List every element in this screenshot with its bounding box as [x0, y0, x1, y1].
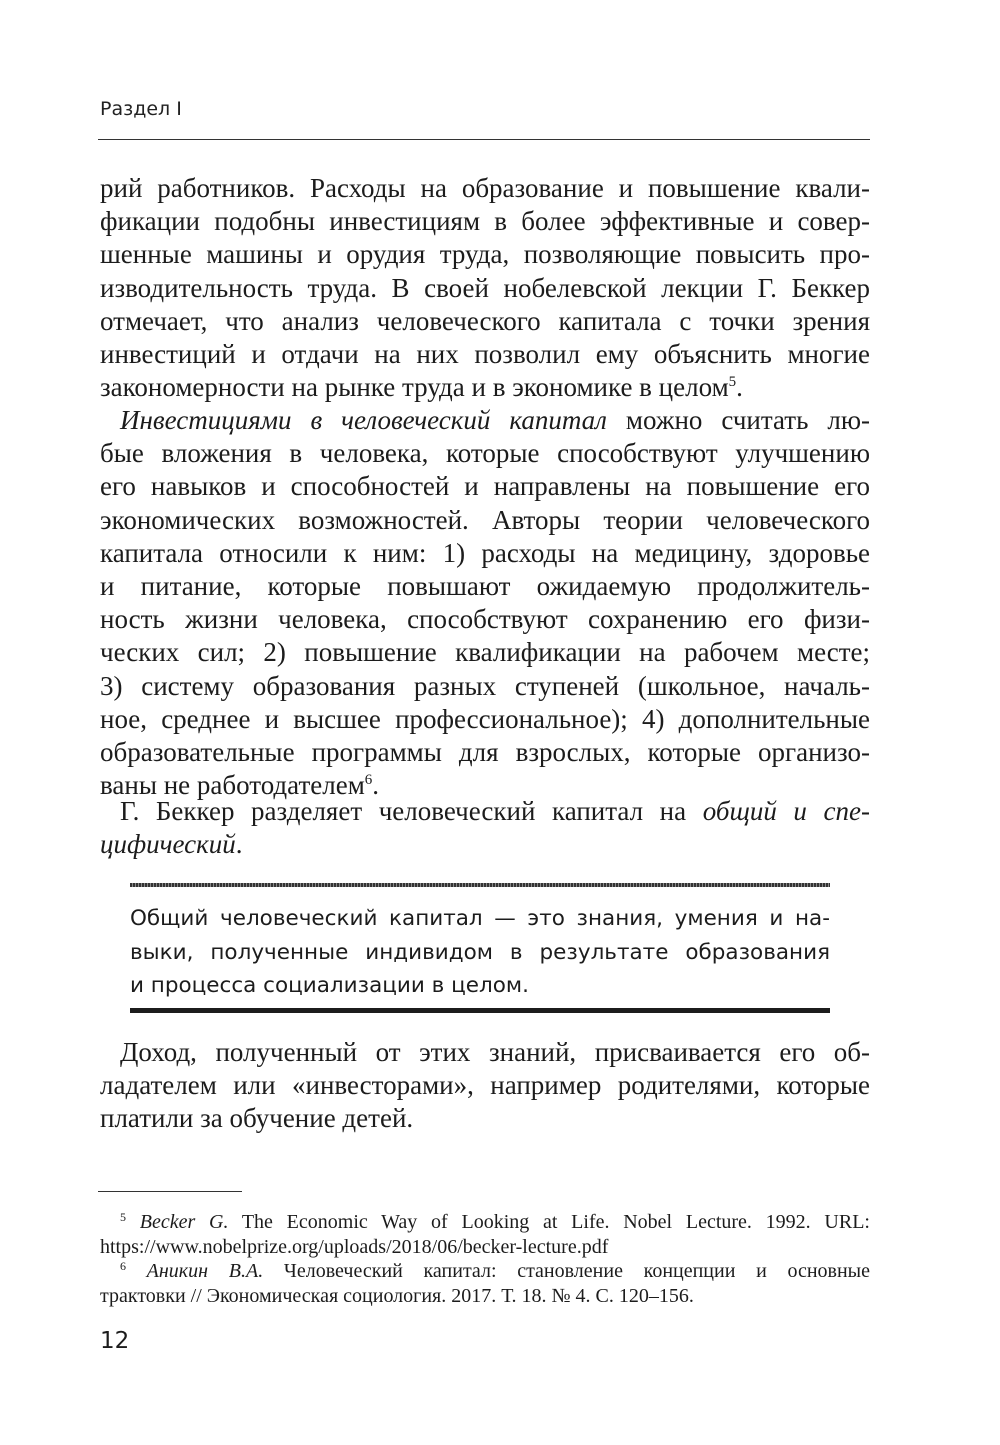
footnote-line [100, 1259, 870, 1284]
text-line: 3) систему образования разных ступеней (школьное, началь- [100, 670, 870, 701]
paragraph-1 [100, 172, 870, 404]
text-fragment: Г. Беккер разделяет человеческий капитал на [120, 796, 703, 826]
text-fragment: можно считать лю- [606, 405, 870, 435]
header-divider [98, 139, 870, 140]
definition-top-rule [130, 883, 830, 887]
text-line: ладателем или «инвесторами», например родителями, которые [100, 1070, 870, 1101]
text-line: отмечает, что анализ человеческого капитала с точки зрения [100, 305, 870, 336]
text-line: изводительность труда. В своей нобелевской лекции Г. Беккер [100, 272, 870, 303]
definition-line: и процесса социализации в целом. [130, 973, 529, 998]
text-fragment: Человеческий капитал: становление концепции и основные [263, 1260, 870, 1282]
definition-text [130, 902, 830, 1003]
footnote-ref-5[interactable]: 5 [728, 374, 737, 391]
text-line: фикации подобны инвестициям в более эффективные и совер- [100, 206, 870, 237]
text-line: инвестиций и отдачи на них позволил ему объяснить многие [100, 338, 870, 369]
running-header: Раздел I [100, 98, 182, 120]
text-line [100, 404, 870, 437]
footnote-author: Becker G. [139, 1211, 229, 1233]
definition-line: Общий человеческий капитал — это знания, умения и на- [130, 906, 830, 931]
text-line: ное, среднее и высшее профессиональное); 4) дополнительные [100, 703, 870, 734]
page-number: 12 [100, 1328, 130, 1354]
footnotes [100, 1210, 870, 1308]
text-line: образовательные программы для взрослых, которые организо- [100, 736, 870, 767]
text-fragment: . [736, 372, 743, 403]
italic-term: цифический [100, 829, 236, 860]
footnote-5 [100, 1210, 870, 1259]
text-line: Доход, полученный от этих знаний, присваивается его об- [120, 1037, 870, 1067]
paragraph-2 [100, 404, 870, 802]
text-line [100, 795, 870, 828]
text-line: его навыков и способностей и направлены на повышение его [100, 471, 870, 502]
footnote-line: трактовки // Экономическая социология. 2017. Т. 18. № 4. С. 120–156. [100, 1284, 694, 1307]
footnote-url-link[interactable]: https://www.nobelprize.org/uploads/2018/06/becker-lecture.pdf [100, 1235, 609, 1258]
footnote-author: Аникин В.А. [146, 1260, 264, 1282]
text-line: и питание, которые повышают ожидаемую продолжитель- [100, 570, 870, 601]
definition-bottom-rule [130, 1008, 830, 1013]
text-fragment: ваны не работодателем [100, 770, 365, 801]
footnote-number: 5 [120, 1210, 126, 1224]
text-line: шенные машины и орудия труда, позволяющие повысить про- [100, 239, 870, 270]
text-line [100, 371, 870, 404]
text-fragment: закономерности на рынке труда и в экономике в целом [100, 372, 729, 403]
footnote-number: 6 [120, 1259, 126, 1273]
paragraph-3 [100, 795, 870, 861]
footnote-6 [100, 1259, 870, 1308]
italic-term: общий и спе- [702, 796, 870, 826]
text-line: ческих сил; 2) повышение квалификации на рабочем месте; [100, 637, 870, 668]
text-line: ность жизни человека, способствуют сохранению его физи- [100, 604, 870, 635]
footnote-ref-6[interactable]: 6 [364, 772, 373, 789]
text-line: экономических возможностей. Авторы теории человеческого [100, 504, 870, 535]
definition-box [130, 883, 830, 1013]
italic-term: Инвестициями в человеческий капитал [120, 405, 607, 435]
text-fragment: The Economic Way of Looking at Life. Nobel Lecture. 1992. URL: [228, 1211, 870, 1233]
paragraph-4 [100, 1036, 870, 1136]
text-line: платили за обучение детей. [100, 1103, 414, 1134]
text-fragment: . [372, 770, 380, 801]
text-line: бые вложения в человека, которые способствуют улучшению [100, 438, 870, 469]
text-fragment: . [235, 829, 243, 860]
footnote-divider [98, 1191, 242, 1192]
text-line [100, 828, 870, 861]
text-line: рий работников. Расходы на образование и повышение квали- [100, 173, 870, 203]
definition-line: выки, полученные индивидом в результате образования [130, 939, 830, 965]
footnote-line [100, 1210, 870, 1235]
text-line: капитала относили к ним: 1) расходы на медицину, здоровье [100, 537, 870, 568]
